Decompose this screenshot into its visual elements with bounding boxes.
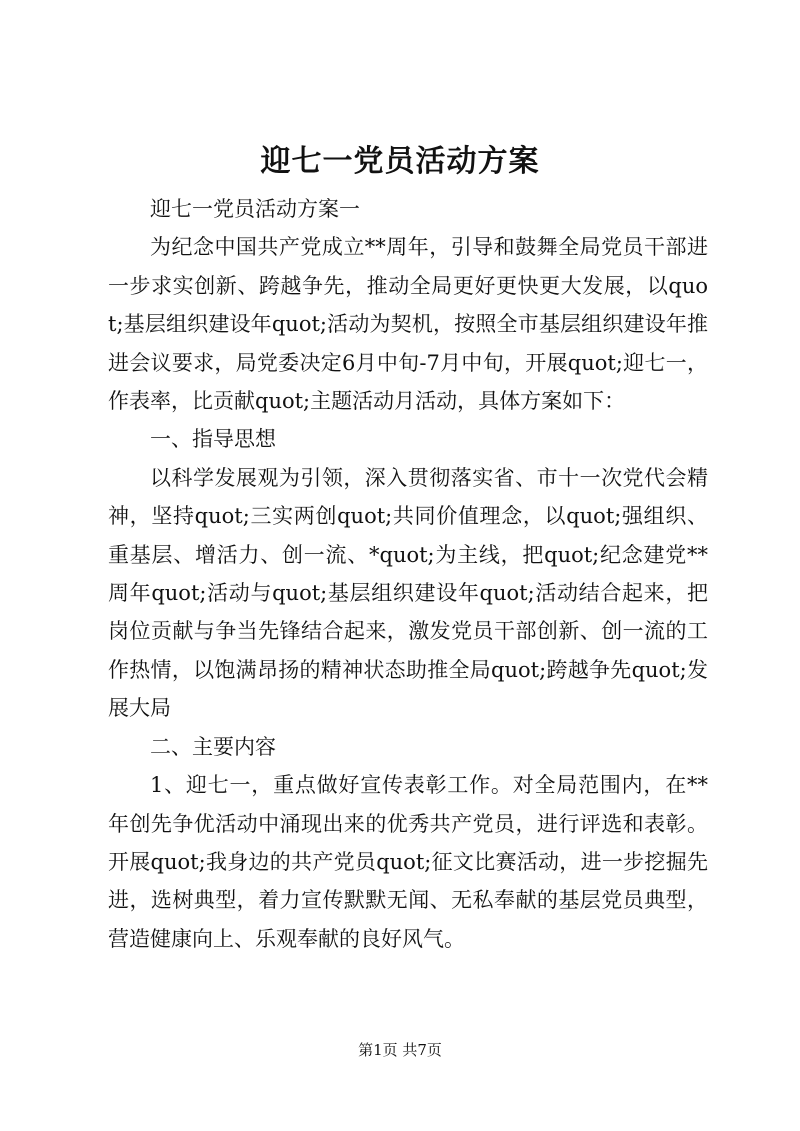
- document-title: 迎七一党员活动方案: [260, 144, 540, 179]
- document-body: [108, 190, 708, 958]
- section-heading-guiding-ideology: 一、指导思想: [150, 427, 276, 452]
- page-footer: 第1页 共7页: [358, 1041, 442, 1059]
- intro-paragraph: 为纪念中国共产党成立**周年，引导和鼓舞全局党员干部进一步求实创新、跨越争先，推动全局更好更快更大发展，以quot;基层组织建设年quot;活动为契机，按照全市基层组织建设年推进会议要求，局党委决定6月中旬-7月中旬，开展quot;迎七一，作表率，比贡献quot;主题活动月活动，具体方案如下：: [108, 235, 708, 414]
- section-heading-main-content: 二、主要内容: [150, 734, 276, 759]
- guiding-ideology-paragraph: 以科学发展观为引领，深入贯彻落实省、市十一次党代会精神，坚持quot;三实两创quot;共同价值理念，以quot;强组织、重基层、增活力、创一流、*quot;为主线，把quot;纪念建党**周年quot;活动与quot;基层组织建设年quot;活动结合起来，把岗位贡献与争当先锋结合起来，激发党员干部创新、创一流的工作热情，以饱满昂扬的精神状态助推全局quot;跨越争先quot;发展大局: [108, 465, 708, 721]
- main-content-paragraph: 1、迎七一，重点做好宣传表彰工作。对全局范围内，在**年创先争优活动中涌现出来的优秀共产党员，进行评选和表彰。开展quot;我身边的共产党员quot;征文比赛活动，进一步挖掘先进，选树典型，着力宣传默默无闻、无私奉献的基层党员典型，营造健康向上、乐观奉献的良好风气。: [108, 773, 708, 951]
- section-heading-plan-one: 迎七一党员活动方案一: [150, 197, 360, 221]
